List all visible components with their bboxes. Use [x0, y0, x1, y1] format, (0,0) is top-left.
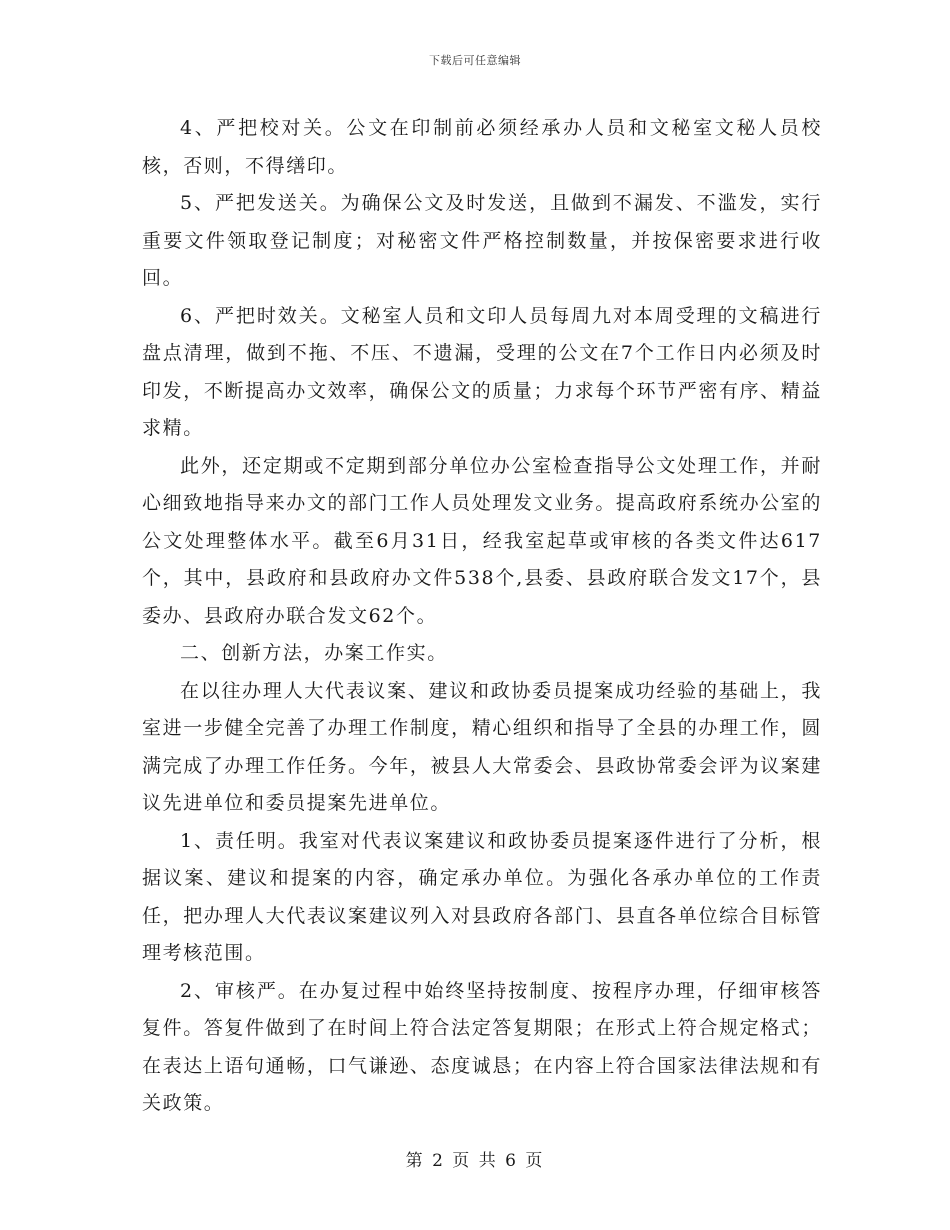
page-footer: 第 2 页 共 6 页	[405, 1151, 545, 1171]
paragraph-proposals: 在以往办理人大代表议案、建议和政协委员提案成功经验的基础上，我室进一步健全完善了办理工作制度，精心组织和指导了全县的办理工作，圆满完成了办理工作任务。今年，被县人大常委会、县政协常委会评为议案建议先进单位和委员提案先进单位。	[142, 679, 822, 814]
paragraph-review: 2、审核严。在办复过程中始终坚持按制度、按程序办理，仔细审核答复件。答复件做到了在时间上符合法定答复期限；在形式上符合规定格式；在表达上语句通畅，口气谦逊、态度诚恳；在内容上符合国家法律法规和有关政策。	[142, 979, 822, 1114]
paragraph-timeliness: 6、严把时效关。文秘室人员和文印人员每周九对本周受理的文稿进行盘点清理，做到不拖、不压、不遗漏，受理的公文在7个工作日内必须及时印发，不断提高办文效率，确保公文的质量；力求每个环节严密有序、精益求精。	[142, 304, 822, 439]
paragraph-inspection: 此外，还定期或不定期到部分单位办公室检查指导公文处理工作，并耐心细致地指导来办文的部门工作人员处理发文业务。提高政府系统办公室的公文处理整体水平。截至6月31日，经我室起草或审核的各类文件达617个，其中，县政府和县政府办文件538个,县委、县政府联合发文17个，县委办、县政府办联合发文62个。	[142, 454, 822, 627]
page-header: 下载后可任意编辑	[429, 54, 521, 67]
section-heading: 二、创新方法，办案工作实。	[180, 642, 448, 664]
document-body	[142, 110, 822, 1123]
paragraph-responsibility: 1、责任明。我室对代表议案建议和政协委员提案逐件进行了分析，根据议案、建议和提案的内容，确定承办单位。为强化各承办单位的工作责任，把办理人大代表议案建议列入对县政府各部门、县直各单位综合目标管理考核范围。	[142, 829, 822, 964]
paragraph-dispatch: 5、严把发送关。为确保公文及时发送，且做到不漏发、不滥发，实行重要文件领取登记制度；对秘密文件严格控制数量，并按保密要求进行收回。	[142, 192, 822, 289]
paragraph-proofreading: 4、严把校对关。公文在印制前必须经承办人员和文秘室文秘人员校核，否则，不得缮印。	[142, 117, 822, 177]
